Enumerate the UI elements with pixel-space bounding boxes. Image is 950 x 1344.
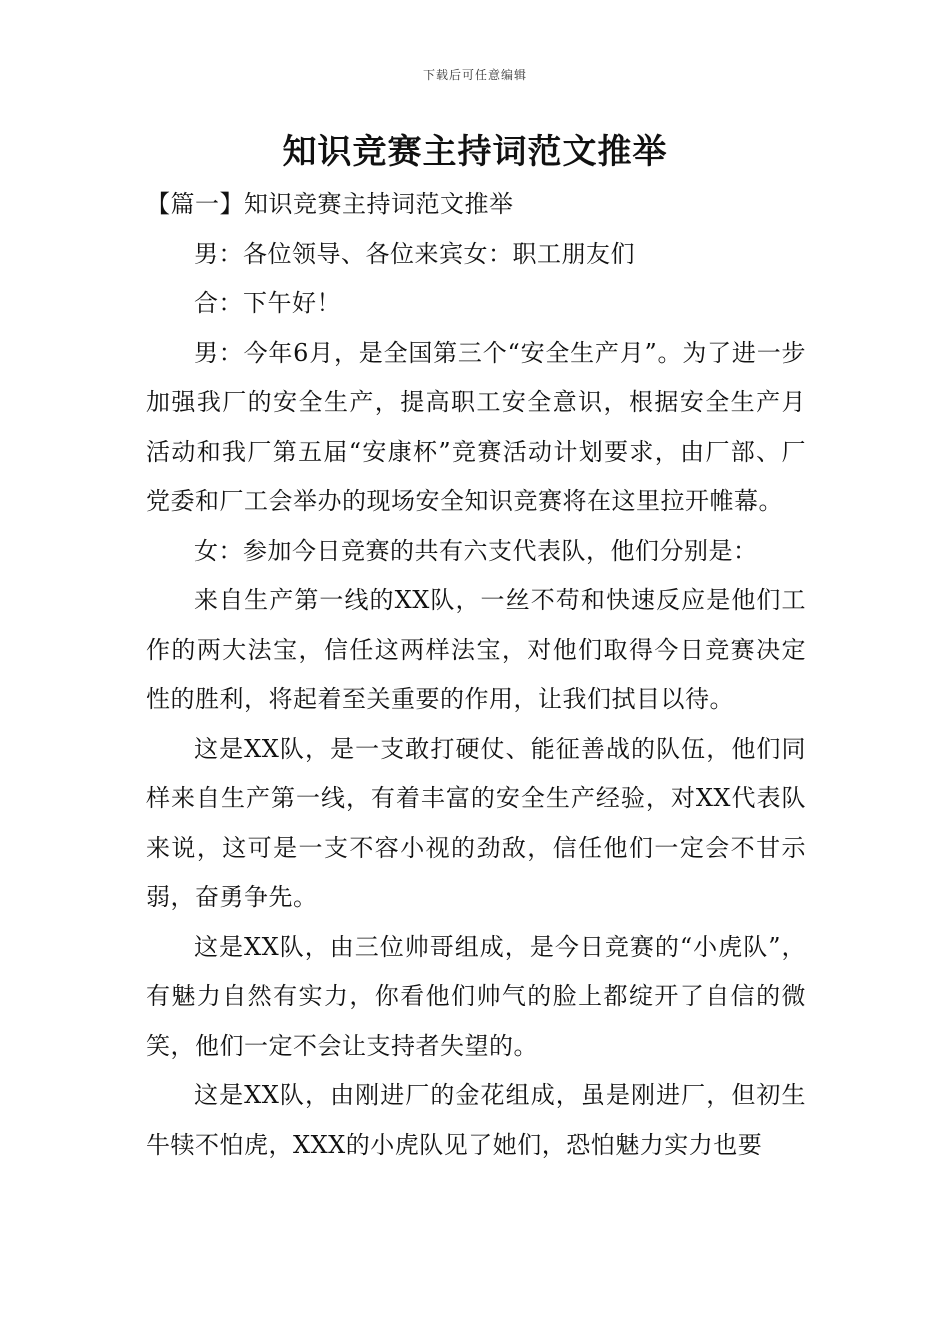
- document-title: 知识竞赛主持词范文推举: [282, 132, 668, 172]
- document-body: [146, 180, 806, 1170]
- paragraph: 男：今年6月，是全国第三个“安全生产月”。为了进一步加强我厂的安全生产，提高职工安全意识，根据安全生产月活动和我厂第五届“安康杯”竞赛活动计划要求，由厂部、厂党委和厂工会举办的现场安全知识竞赛将在这里拉开帷幕。: [146, 338, 806, 515]
- paragraph: 男：各位领导、各位来宾女：职工朋友们: [194, 239, 635, 268]
- section-heading: 【篇一】知识竞赛主持词范文推举: [146, 190, 514, 218]
- paragraph: 合：下午好！: [194, 289, 341, 317]
- paragraph: 这是XX队，是一支敢打硬仗、能征善战的队伍，他们同样来自生产第一线，有着丰富的安全生产经验，对XX代表队来说，这可是一支不容小视的劲敌，信任他们一定会不甘示弱，奋勇争先。: [146, 734, 806, 911]
- paragraph: 来自生产第一线的XX队，一丝不苟和快速反应是他们工作的两大法宝，信任这两样法宝，对他们取得今日竞赛决定性的胜利，将起着至关重要的作用，让我们拭目以待。: [146, 586, 806, 713]
- header-note: 下载后可任意编辑: [422, 68, 527, 82]
- paragraph: 这是XX队，由刚进厂的金花组成，虽是刚进厂，但初生牛犊不怕虎，XXX的小虎队见了她们，恐怕魅力实力也要: [146, 1081, 806, 1159]
- paragraph: 这是XX队，由三位帅哥组成，是今日竞赛的“小虎队”，有魅力自然有实力，你看他们帅气的脸上都绽开了自信的微笑，他们一定不会让支持者失望的。: [146, 932, 806, 1060]
- paragraph: 女：参加今日竞赛的共有六支代表队，他们分别是：: [194, 536, 758, 565]
